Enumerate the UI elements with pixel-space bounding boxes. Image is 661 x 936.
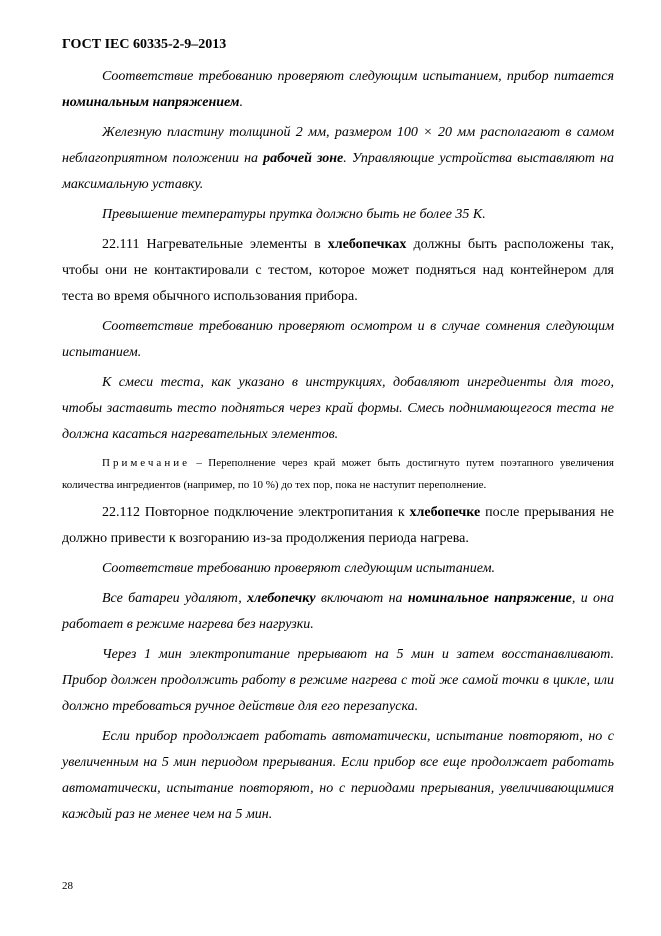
bold-term: рабочей зоне — [263, 151, 344, 166]
bold-term: номинальным напряжением — [62, 95, 240, 110]
text-run: Если прибор продолжает работать автоматически, испытание повторяют, но с увеличенным на 5 мин периодом прерывания. Если прибор все еще продолжает работать автоматически, испытание повторяют, но с периодами прерывания, увеличивающимися каждый раз не менее чем на 5 мин. — [62, 729, 614, 822]
bold-term: номинальное напряжение — [407, 591, 572, 606]
italic-paragraph — [62, 314, 614, 366]
text-run: Все батареи удаляют, — [102, 591, 248, 606]
note-label: Примечание — [102, 457, 190, 469]
text-run: К смеси теста, как указано в инструкциях, добавляют ингредиенты для того, чтобы заставить тесто подняться через край формы. Смесь поднимающегося теста не должна касаться нагревательных элементов. — [62, 375, 614, 442]
text-run: Соответствие требованию проверяют следующим испытанием, прибор питается — [102, 69, 614, 84]
italic-paragraph — [62, 202, 614, 228]
text-run: Через 1 мин электропитание прерывают на 5 мин и затем восстанавливают. Прибор должен продолжить работу в режиме нагрева с той же самой точки в цикле, или должно требоваться ручное действие для его перезапуска. — [62, 647, 614, 714]
text-run: – Переполнение через край может быть достигнуто путем поэтапного увеличения количества ингредиентов (например, по 10 %) до тех пор, пока не наступит переполнение. — [62, 457, 614, 491]
italic-paragraph — [62, 556, 614, 582]
page-number: 28 — [62, 880, 73, 892]
text-run: . — [239, 95, 244, 110]
text-run: . Управляющие устройства выставляют на максимальную уставку. — [62, 151, 614, 192]
text-run: Соответствие требованию проверяют осмотром и в случае сомнения следующим испытанием. — [62, 319, 614, 360]
bold-term: хлебопечку — [247, 591, 316, 606]
clause-paragraph — [62, 232, 614, 310]
note-paragraph — [62, 452, 614, 496]
italic-paragraph — [62, 64, 614, 116]
italic-paragraph — [62, 370, 614, 448]
text-run: 22.111 Нагревательные элементы в — [102, 237, 328, 252]
clause-paragraph — [62, 500, 614, 552]
italic-paragraph — [62, 642, 614, 720]
bold-term: хлебопечке — [409, 505, 481, 520]
text-run: Соответствие требованию проверяют следующим испытанием. — [102, 561, 496, 576]
italic-paragraph — [62, 724, 614, 828]
text-run: включают на — [315, 591, 408, 606]
text-run: должны быть расположены так, чтобы они не контактировали с тестом, которое может подняться над контейнером для теста во время обычного использования прибора. — [62, 237, 614, 304]
document-header: ГОСТ IEC 60335-2-9–2013 — [62, 37, 227, 52]
text-run: после прерывания не должно привести к возгоранию из-за продолжения периода нагрева. — [62, 505, 614, 546]
text-run: Превышение температуры прутка должно быть не более 35 K. — [102, 207, 486, 222]
text-run: , и она работает в режиме нагрева без нагрузки. — [62, 591, 614, 632]
document-body — [62, 64, 614, 832]
text-run: 22.112 Повторное подключение электропитания к — [102, 505, 410, 520]
italic-paragraph — [62, 586, 614, 638]
bold-term: хлебопечках — [327, 237, 407, 252]
text-run: Железную пластину толщиной 2 мм, размером 100 × 20 мм располагают в самом неблагоприятном положении на — [62, 125, 614, 166]
italic-paragraph — [62, 120, 614, 198]
